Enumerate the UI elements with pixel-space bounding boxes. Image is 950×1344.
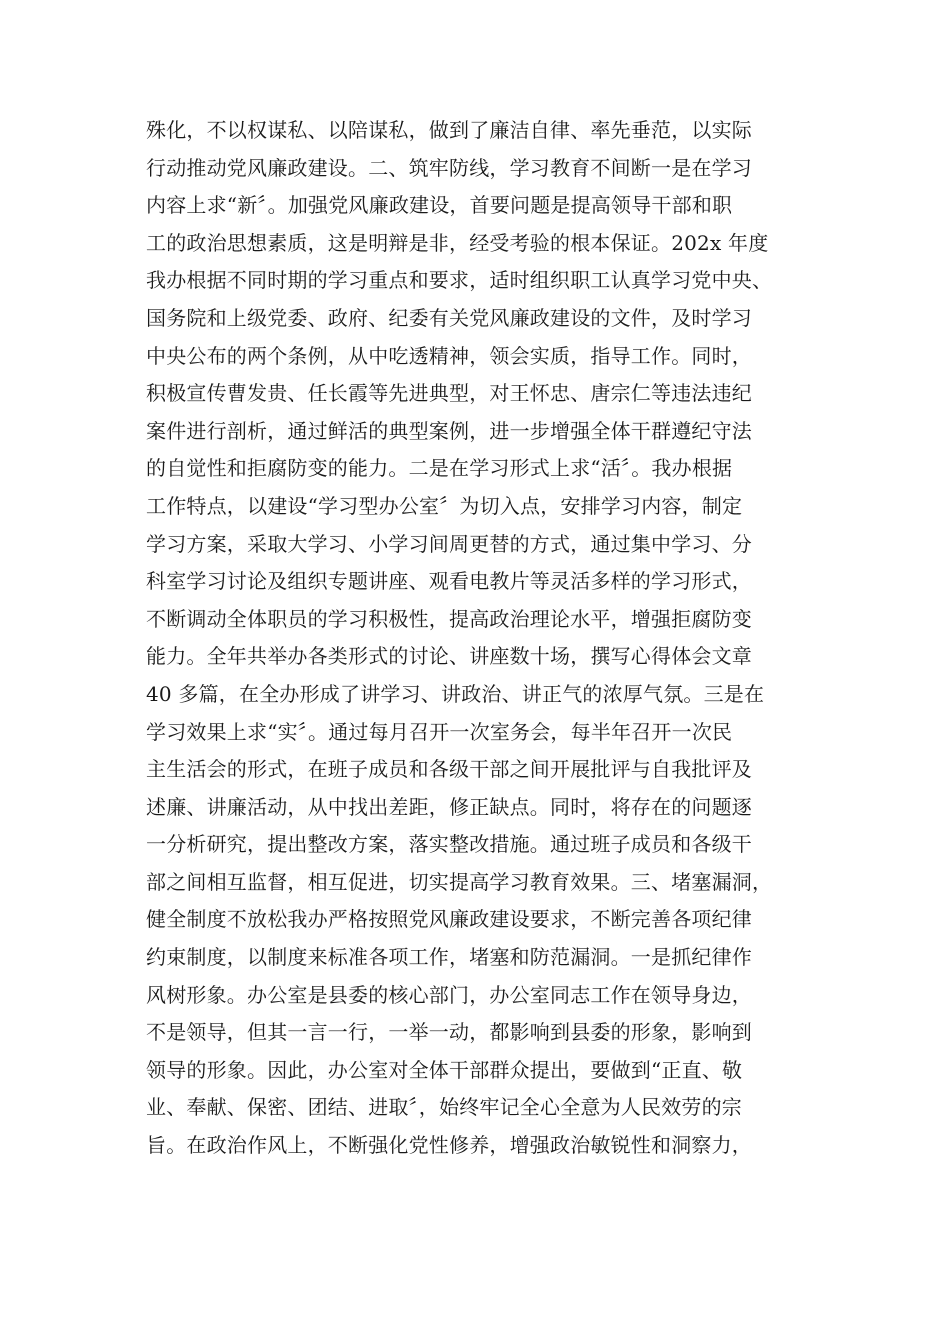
text-line: 40 多篇，在全办形成了讲学习、讲政治、讲正气的浓厚气氛。三是在 bbox=[146, 681, 765, 706]
text-line: 健全制度不放松我办严格按照党风廉政建设要求，不断完善各项纪律 bbox=[146, 907, 752, 932]
text-line: 中央公布的两个条例，从中吃透精神，领会实质，指导工作。同时， bbox=[146, 343, 752, 368]
text-line: 我办根据不同时期的学习重点和要求，适时组织职工认真学习党中央、 bbox=[146, 268, 773, 293]
text-line: 不是领导，但其一言一行，一举一动，都影响到县委的形象，影响到 bbox=[146, 1020, 752, 1045]
text-line: 业、奉献、保密、团结、进取〞，始终牢记全心全意为人民效劳的宗 bbox=[146, 1095, 742, 1120]
text-line: 学习效果上求“实〞。通过每月召开一次室务会，每半年召开一次民 bbox=[146, 719, 733, 744]
text-line: 旨。在政治作风上，不断强化党性修养，增强政治敏锐性和洞察力， bbox=[146, 1133, 752, 1158]
text-line: 国务院和上级党委、政府、纪委有关党风廉政建设的文件，及时学习 bbox=[146, 305, 752, 330]
text-line: 工作特点，以建设“学习型办公室〞为切入点，安排学习内容，制定 bbox=[146, 493, 743, 518]
text-line: 约束制度，以制度来标准各项工作，堵塞和防范漏洞。一是抓纪律作 bbox=[146, 945, 752, 970]
text-line: 部之间相互监督，相互促进，切实提高学习教育效果。三、堵塞漏洞， bbox=[146, 869, 773, 894]
text-line: 行动推动党风廉政建设。二、筑牢防线，学习教育不间断一是在学习 bbox=[146, 155, 752, 180]
text-line: 不断调动全体职员的学习积极性，提高政治理论水平，增强拒腐防变 bbox=[146, 606, 752, 631]
text-line: 主生活会的形式，在班子成员和各级干部之间开展批评与自我批评及 bbox=[146, 757, 752, 782]
text-line: 内容上求“新〞。加强党风廉政建设，首要问题是提高领导干部和职 bbox=[146, 193, 733, 218]
text-line: 科室学习讨论及组织专题讲座、观看电教片等灵活多样的学习形式， bbox=[146, 569, 752, 594]
text-line: 案件进行剖析，通过鲜活的典型案例，进一步增强全体干群遵纪守法 bbox=[146, 418, 752, 443]
body-paragraph bbox=[146, 112, 826, 1165]
text-line: 殊化，不以权谋私、以陪谋私，做到了廉洁自律、率先垂范，以实际 bbox=[146, 118, 752, 142]
text-line: 学习方案，采取大学习、小学习间周更替的方式，通过集中学习、分 bbox=[146, 531, 752, 556]
text-line: 积极宣传曹发贵、任长霞等先进典型，对王怀忠、唐宗仁等违法违纪 bbox=[146, 381, 752, 406]
text-line: 一分析研究，提出整改方案，落实整改措施。通过班子成员和各级干 bbox=[146, 832, 752, 857]
text-line: 的自觉性和拒腐防变的能力。二是在学习形式上求“活〞。我办根据 bbox=[146, 456, 733, 481]
text-line: 工的政治思想素质，这是明辩是非，经受考验的根本保证。202x 年度 bbox=[146, 230, 769, 255]
text-line: 风树形象。办公室是县委的核心部门，办公室同志工作在领导身边， bbox=[146, 982, 752, 1007]
text-line: 领导的形象。因此，办公室对全体干部群众提出，要做到“正直、敬 bbox=[146, 1057, 743, 1082]
text-line: 能力。全年共举办各类形式的讨论、讲座数十场，撰写心得体会文章 bbox=[146, 644, 752, 669]
text-line: 述廉、讲廉活动，从中找出差距，修正缺点。同时，将存在的问题逐 bbox=[146, 794, 752, 819]
